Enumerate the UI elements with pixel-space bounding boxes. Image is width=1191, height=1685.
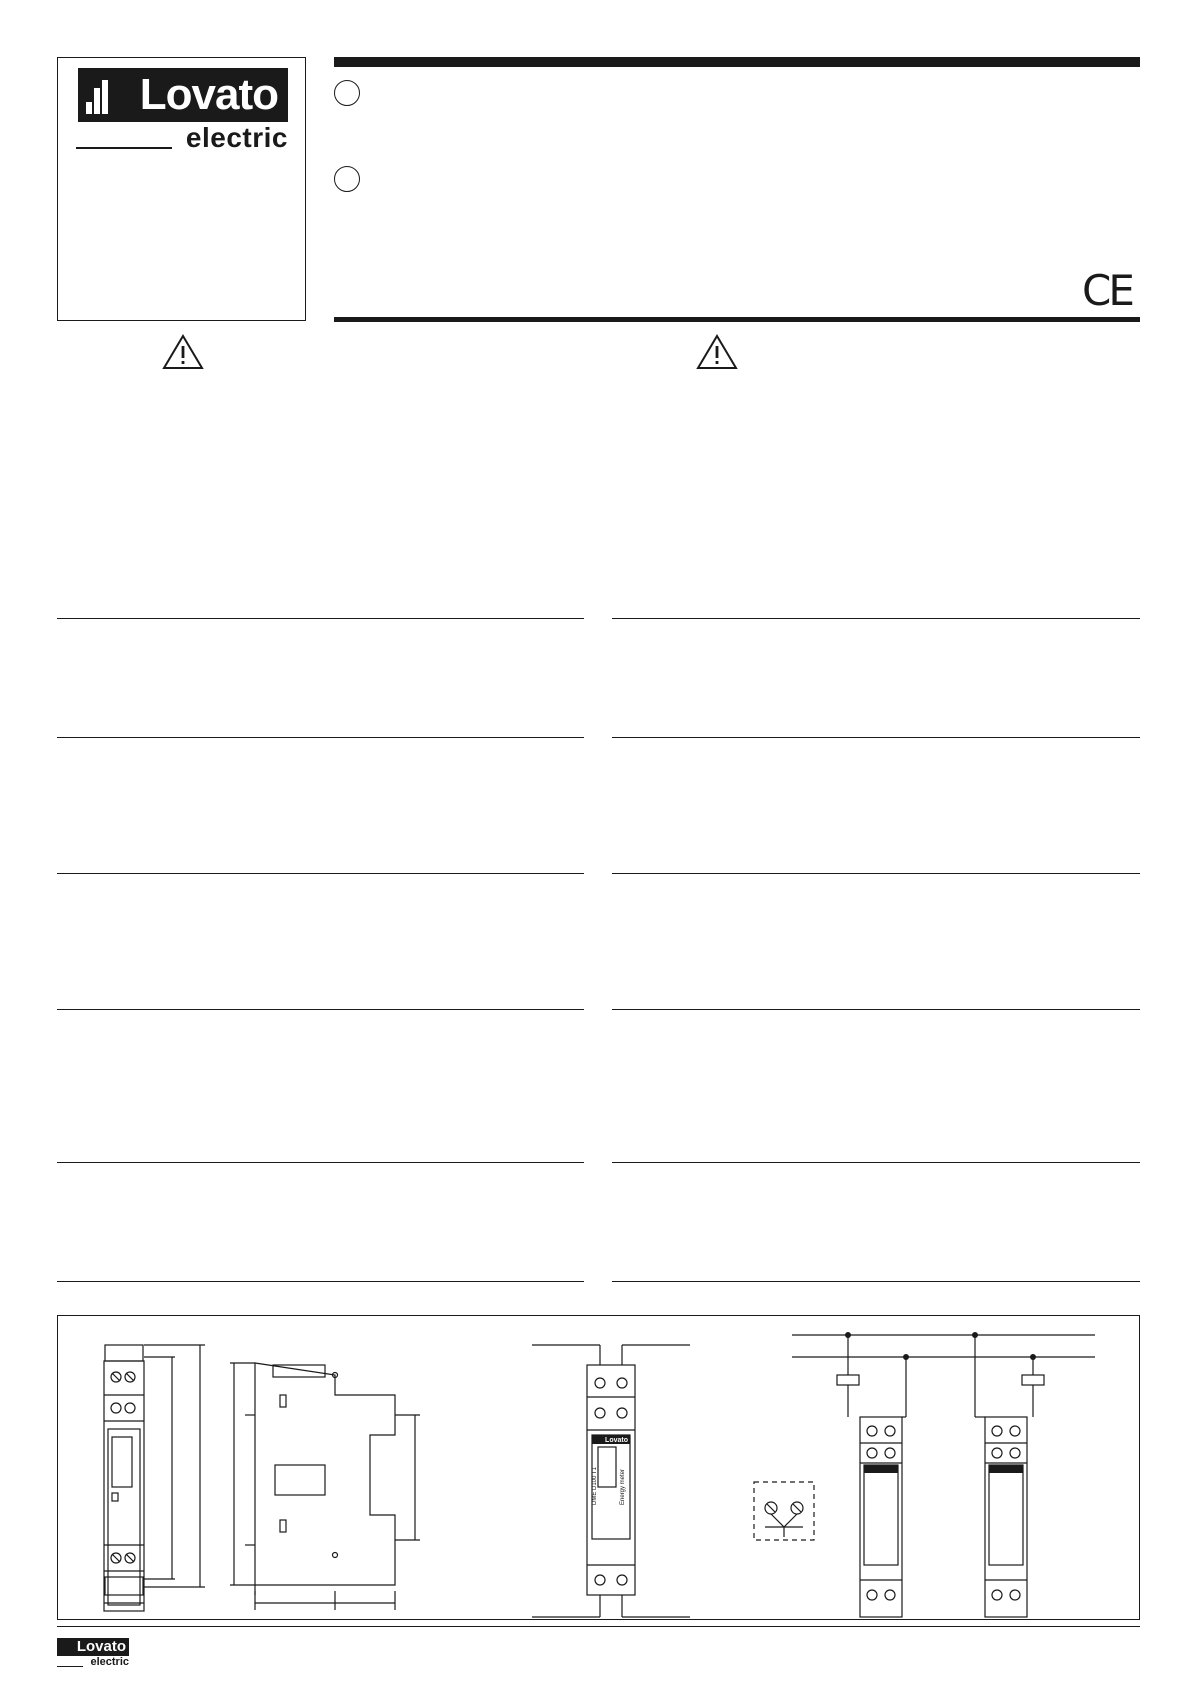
section-rule [612,1009,1140,1010]
device-type: Energy meter [620,1468,626,1505]
footer-logo: Lovato [57,1638,129,1656]
section-rule [612,1281,1140,1282]
language-marker-2 [334,166,360,192]
section-rule [612,873,1140,874]
title-bottom-rule [334,317,1140,322]
brand-name: Lovato [139,70,278,119]
device-logo: Lovato [605,1437,628,1444]
brand-logo-box [57,57,306,321]
device-model: DME D100 T1 [592,1467,598,1505]
section-rule [612,1162,1140,1163]
registered-mark: ® [66,72,74,83]
section-rule [57,873,584,874]
section-rule [57,618,584,619]
footer-logo-sub: electric [90,1656,129,1668]
front-view-drawing [90,1335,220,1615]
warning-icon [696,334,738,370]
section-rule [57,1162,584,1163]
ce-mark: CE [1082,266,1132,315]
warning-icon [162,334,204,370]
brand-sub: electric [185,122,288,153]
section-rule [57,1281,584,1282]
title-top-rule [334,57,1140,67]
section-rule [57,1009,584,1010]
footer-logo-underline [57,1666,83,1667]
brand-underline [76,147,172,149]
logo-mark-icon [86,80,116,114]
side-view-drawing [225,1355,425,1615]
wiring-diagram-multi [745,1325,1105,1620]
wiring-diagram-single [530,1335,700,1620]
footer-rule [57,1626,1140,1627]
section-rule [612,618,1140,619]
section-rule [57,737,584,738]
section-rule [612,737,1140,738]
language-marker-1 [334,80,360,106]
